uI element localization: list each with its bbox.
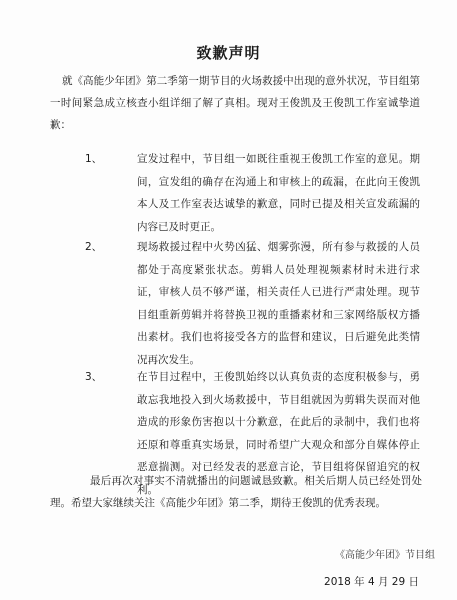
item-number-1: 1、 xyxy=(85,153,103,165)
signature: 《高能少年团》节目组 xyxy=(335,550,435,561)
document-title: 致歉声明 xyxy=(196,44,261,62)
closing-paragraph: 最后再次对事实不清就播出的问题诚恳致歉。相关后期人员已经处罚处理。希望大家继续关注《高能少年团》第二季，期待王俊凯的优秀表现。 xyxy=(50,475,422,509)
document-date: 2018 年 4 月 29 日 xyxy=(324,576,419,588)
item-number-2: 2、 xyxy=(85,241,103,253)
item-text-1: 宣发过程中，节目组一如既往重视王俊凯工作室的意见。期间，宣发组的确存在沟通上和审核上的疏漏，在此向王俊凯本人及工作室表达诚挚的歉意，同时已提及相关宣发疏漏的内容已及时更正。 xyxy=(137,153,420,233)
item-number-3: 3、 xyxy=(85,371,103,383)
item-text-2: 现场救援过程中火势凶猛、烟雾弥漫，所有参与救援的人员都处于高度紧张状态。剪辑人员处理视频素材时未进行求证，审核人员不够严谨，相关责任人已进行严肃处理。现节目组重新剪辑并将替换卫视的重播素材和三家网络版权方播出素材。我们也将接受各方的监督和建议，日后避免此类情况再次发生。 xyxy=(137,241,420,366)
item-text-3: 在节目过程中，王俊凯始终以认真负责的态度积极参与，勇敢忘我地投入到火场救援中，节目组就因为剪辑失误而对他造成的形象伤害抱以十分歉意，在此后的录制中，我们也将还原和尊重真实场景，同时希望广大观众和部分自媒体停止恶意揣测。对已经发表的恶意言论，节目组将保留追究的权利。 xyxy=(137,371,420,496)
intro-paragraph: 就《高能少年团》第二季第一期节目的火场救援中出现的意外状况，节目组第一时间紧急成立核查小组详细了解了真相。现对王俊凯及王俊凯工作室诚挚道歉： xyxy=(50,75,420,131)
